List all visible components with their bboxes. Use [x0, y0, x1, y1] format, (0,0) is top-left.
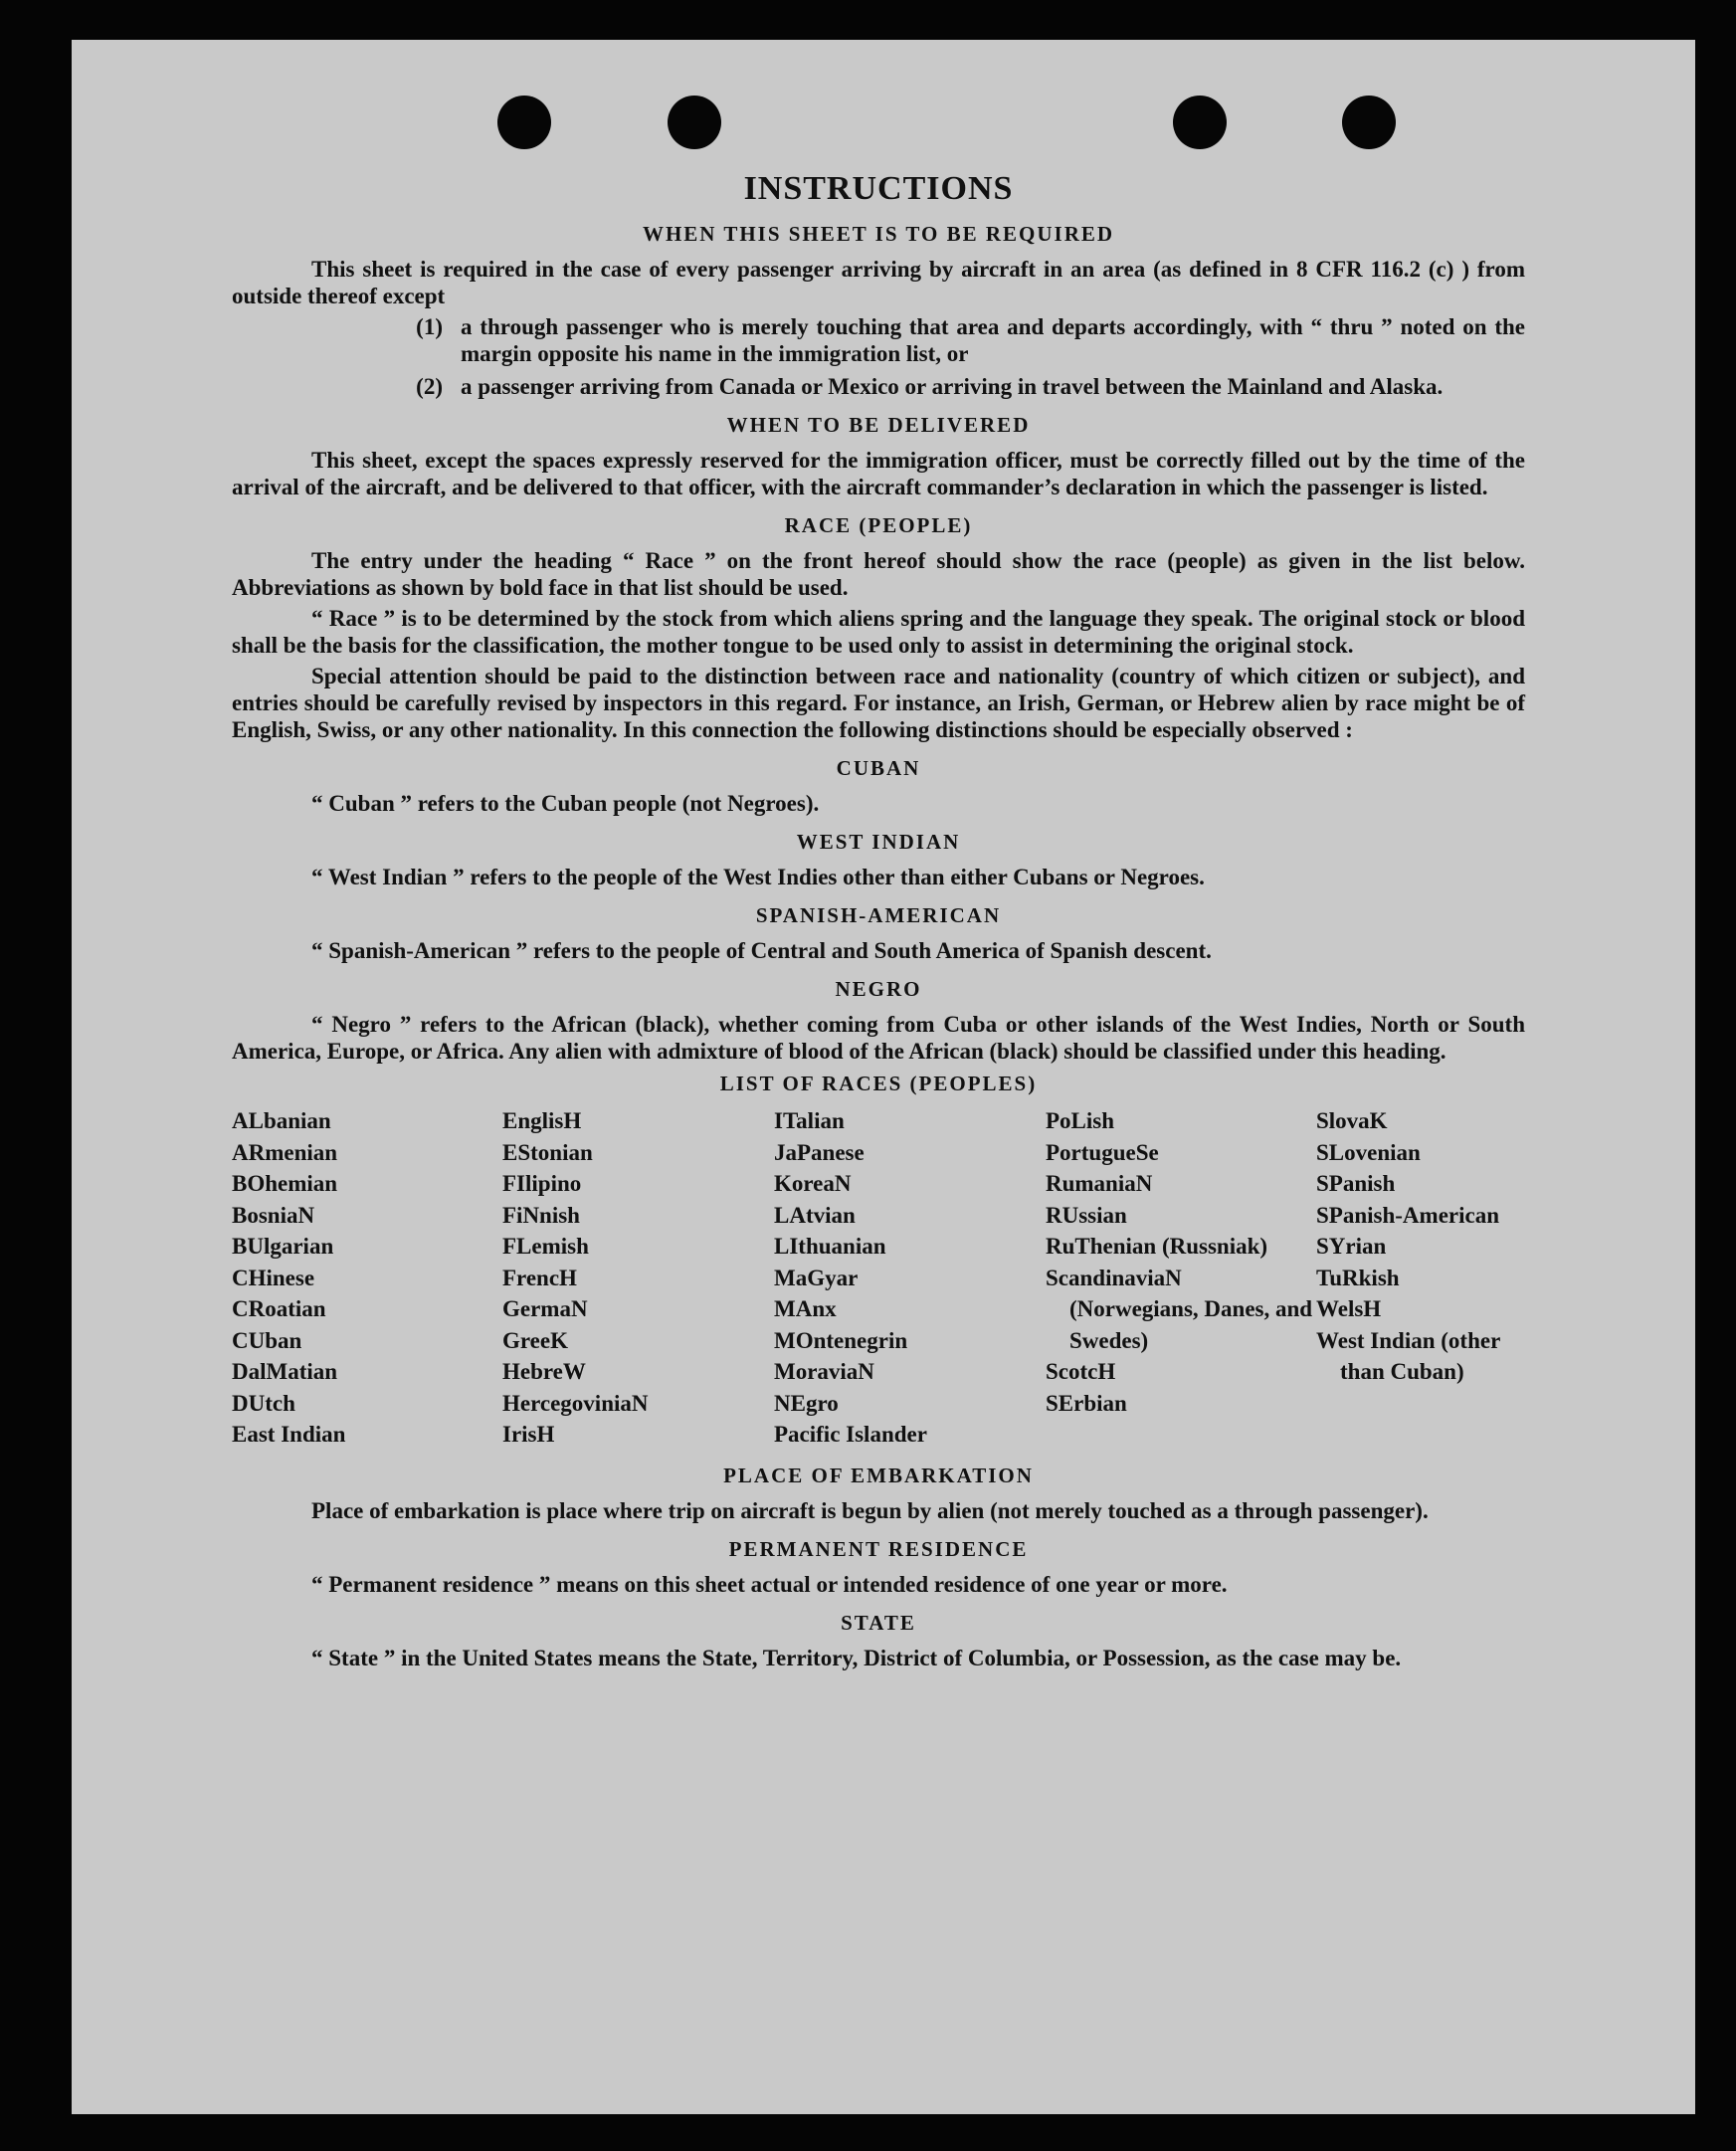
race-item: BosniaN — [232, 1202, 315, 1228]
race-item: Pacific Islander — [774, 1422, 927, 1447]
paragraph: “ Race ” is to be determined by the stock from which aliens spring and the language they speak. The original stock or blood shall be the basis for the classification, the mother tongue to be used only to assist in determining the original stock. — [232, 606, 1525, 658]
section-heading: CUBAN — [836, 756, 921, 780]
race-item: ALbanian — [232, 1108, 331, 1133]
punch-hole — [1173, 96, 1227, 149]
race-item: HercegoviniaN — [502, 1390, 649, 1416]
race-item: IrisH — [502, 1422, 555, 1447]
race-item: RuThenian (Russniak) — [1046, 1234, 1268, 1259]
race-item: JaPanese — [774, 1139, 865, 1165]
race-item: CUban — [232, 1327, 302, 1353]
race-item: MaGyar — [774, 1265, 859, 1290]
paragraph: Special attention should be paid to the distinction between race and nationality (country of which citizen or subject), and entries should be carefully revised by inspectors in this regard. For instance, an Irish, German, or Hebrew alien by race might be of English, Swiss, or any other nationality. In this connection the following distinctions should be especially observed : — [232, 664, 1525, 742]
race-item: BUlgarian — [232, 1234, 334, 1259]
race-column — [1316, 1105, 1545, 1451]
paragraph: “ Cuban ” refers to the Cuban people (not Negroes). — [311, 791, 820, 816]
race-item: PoLish — [1046, 1108, 1115, 1133]
race-item: ITalian — [774, 1108, 845, 1133]
race-item: SLovenian — [1316, 1139, 1421, 1165]
punch-hole — [668, 96, 721, 149]
section-spanish-american — [232, 902, 1525, 964]
section-heading: WHEN THIS SHEET IS TO BE REQUIRED — [642, 222, 1115, 246]
race-item: SPanish — [1316, 1171, 1396, 1196]
section-list-of-races — [232, 1071, 1525, 1451]
race-item: SErbian — [1046, 1390, 1127, 1416]
race-column — [502, 1105, 774, 1451]
race-item: FiNnish — [502, 1202, 580, 1228]
section-state — [232, 1610, 1525, 1671]
section-heading: NEGRO — [835, 977, 922, 1001]
section-place-of-embarkation — [232, 1463, 1525, 1524]
section-when-delivered — [232, 412, 1525, 500]
race-item: HebreW — [502, 1359, 586, 1384]
race-item: ScotcH — [1046, 1359, 1116, 1384]
section-west-indian — [232, 829, 1525, 890]
exception-text: a passenger arriving from Canada or Mexico or arriving in travel between the Mainland and Alaska. — [461, 374, 1444, 399]
section-negro — [232, 976, 1525, 1065]
races-grid — [232, 1105, 1525, 1451]
race-item: CHinese — [232, 1265, 315, 1290]
race-item: RumaniaN — [1046, 1171, 1153, 1196]
section-cuban — [232, 755, 1525, 817]
race-column — [1046, 1105, 1316, 1451]
race-item: WelsH — [1316, 1296, 1382, 1321]
race-item: CRoatian — [232, 1296, 326, 1321]
race-item: MoraviaN — [774, 1359, 874, 1384]
document-title: INSTRUCTIONS — [743, 170, 1014, 207]
races-heading: LIST OF RACES (PEOPLES) — [719, 1072, 1038, 1095]
section-heading: WEST INDIAN — [796, 830, 961, 854]
race-item: EnglisH — [502, 1108, 582, 1133]
section-heading: PLACE OF EMBARKATION — [723, 1463, 1034, 1487]
section-heading: SPANISH-AMERICAN — [755, 903, 1002, 927]
race-item: TuRkish — [1316, 1265, 1400, 1290]
race-item: ScandinaviaN (Norwegians, Danes, and Swedes) — [1046, 1265, 1313, 1353]
paragraph: “ Permanent residence ” means on this sheet actual or intended residence of one year or more. — [311, 1571, 1228, 1597]
race-item: LAtvian — [774, 1202, 856, 1228]
race-item: PortugueSe — [1046, 1139, 1159, 1165]
section-heading: STATE — [841, 1610, 916, 1635]
punch-hole — [1342, 96, 1396, 149]
section-heading: PERMANENT RESIDENCE — [728, 1536, 1029, 1561]
race-item: MAnx — [774, 1296, 837, 1321]
exception-text: a through passenger who is merely touching that area and departs accordingly, with “ thru ” noted on the margin opposite his name in the immigration list, or — [461, 314, 1525, 366]
race-item: BOhemian — [232, 1171, 338, 1196]
paragraph: “ Negro ” refers to the African (black), whether coming from Cuba or other islands of the West Indies, North or South America, Europe, or Africa. Any alien with admixture of blood of the African (black) should be classified under this heading. — [232, 1012, 1525, 1064]
race-item: FIlipino — [502, 1171, 582, 1196]
race-item: GreeK — [502, 1327, 568, 1353]
punch-hole — [497, 96, 551, 149]
paragraph: Place of embarkation is place where trip on aircraft is begun by alien (not merely touched as a through passenger). — [311, 1497, 1429, 1523]
race-item: EStonian — [502, 1139, 593, 1165]
race-item: MOntenegrin — [774, 1327, 908, 1353]
race-item: DalMatian — [232, 1359, 338, 1384]
race-item: East Indian — [232, 1422, 346, 1447]
race-column — [774, 1105, 1046, 1451]
document-sheet — [72, 40, 1695, 2114]
paragraph: This sheet, except the spaces expressly reserved for the immigration officer, must be correctly filled out by the time of the arrival of the aircraft, and be delivered to that officer, with the aircraft commander’s declaration in which the passenger is listed. — [232, 448, 1525, 499]
race-item: GermaN — [502, 1296, 588, 1321]
exception-item — [232, 373, 1525, 400]
section-heading: RACE (PEOPLE) — [784, 513, 973, 537]
race-item: ARmenian — [232, 1139, 338, 1165]
race-item: SPanish-American — [1316, 1202, 1499, 1228]
exception-item — [232, 313, 1525, 367]
race-item: FrencH — [502, 1265, 577, 1290]
paragraph: “ State ” in the United States means the State, Territory, District of Columbia, or Possession, as the case may be. — [311, 1645, 1402, 1670]
paragraph: “ Spanish-American ” refers to the people of Central and South America of Spanish descent. — [311, 938, 1212, 963]
race-item: KoreaN — [774, 1171, 852, 1196]
race-item: SYrian — [1316, 1234, 1387, 1259]
race-item: RUssian — [1046, 1202, 1127, 1228]
race-column — [232, 1105, 502, 1451]
section-when-required — [232, 221, 1525, 400]
race-item: NEgro — [774, 1390, 839, 1416]
document-body — [232, 169, 1525, 1675]
race-item: SlovaK — [1316, 1108, 1388, 1133]
race-item: West Indian (other than Cuban) — [1316, 1327, 1500, 1384]
race-item: LIthuanian — [774, 1234, 886, 1259]
section-race — [232, 512, 1525, 743]
exception-number: (2) — [416, 374, 443, 399]
section-heading: WHEN TO BE DELIVERED — [726, 413, 1031, 437]
exception-number: (1) — [416, 314, 443, 339]
paragraph: This sheet is required in the case of every passenger arriving by aircraft in an area (as defined in 8 CFR 116.2 (c) ) from outside thereof except — [232, 257, 1525, 308]
race-item: DUtch — [232, 1390, 295, 1416]
section-permanent-residence — [232, 1536, 1525, 1598]
race-item: FLemish — [502, 1234, 589, 1259]
paragraph: “ West Indian ” refers to the people of the West Indies other than either Cubans or Negroes. — [311, 865, 1205, 889]
exceptions-list — [232, 313, 1525, 400]
paragraph: The entry under the heading “ Race ” on the front hereof should show the race (people) as given in the list below. Abbreviations as shown by bold face in that list should be used. — [232, 548, 1525, 600]
